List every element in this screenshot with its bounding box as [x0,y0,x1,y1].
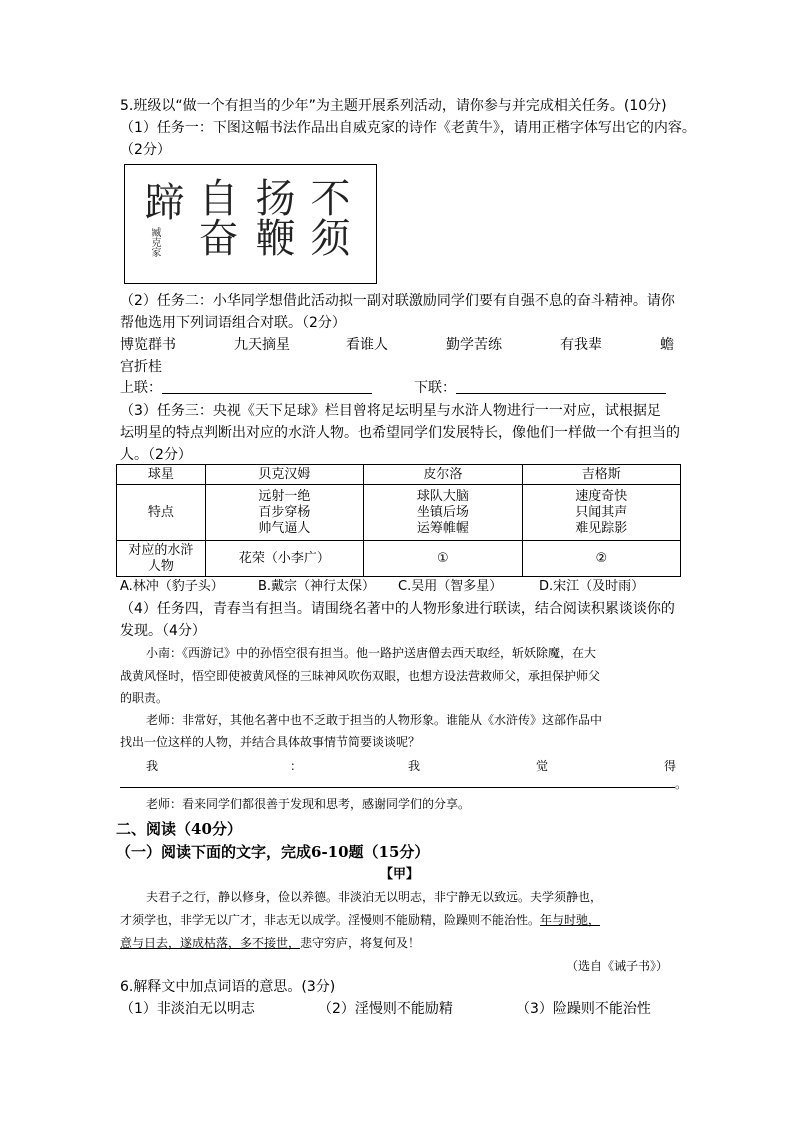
task1-line2: （2分） [120,142,171,158]
calligraphy-col1: 不须 [304,177,350,257]
trait: 只闻其声 [575,504,628,520]
table-header: 贝克汉姆 [205,465,363,485]
trait: 坐镇后场 [416,504,469,520]
table-cell [364,485,522,541]
passage-underlined: 意与日去，遂成枯落，多不接世， [120,936,301,950]
match-label-line: 人物 [147,558,174,574]
answer-line[interactable] [120,787,675,788]
word-option: 博览群书 [120,337,176,353]
answer-blank-2[interactable]: ② [522,541,680,577]
table-header: 皮尔洛 [364,465,522,485]
calligraphy-col2: 扬鞭 [249,177,295,257]
trait: 球队大脑 [416,488,469,504]
answer-prompt: 得 [664,759,677,773]
calligraphy-image [124,164,377,284]
upper-couplet-label: 上联： [120,380,162,396]
trait: 运筹帷幄 [416,520,469,536]
passage-line [120,912,600,928]
word-option: 有我辈 [560,337,602,353]
task1-line1: （1）任务一：下图这幅书法作品出自威克家的诗作《老黄牛》，请用正楷字体写出它的内容。 [120,120,696,136]
passage-underlined: 年与时驰， [540,913,601,927]
dialogue-teacher: 找出一位这样的人物，并结合具体故事情节简要谈谈呢？ [120,735,421,749]
word-option: 勤学苦练 [446,337,502,353]
task2-line1: （2）任务二：小华同学想借此活动拟一副对联激励同学们要有自强不息的奋斗精神。请你 [120,293,675,309]
subsection-title: （一）阅读下面的文字，完成6-10题（15分） [116,843,430,861]
calligraphy-seal: 臧克家 [149,227,160,257]
table-header: 球星 [117,465,206,485]
trait: 速度奇快 [575,488,628,504]
dialogue-xiaonan: 小南：《西游记》中的孙悟空很有担当。他一路护送唐僧去西天取经，斩妖除魔，在大 [146,646,597,660]
dialogue-teacher: 老师：看来同学们都很善于发现和思考，感谢同学们的分享。 [146,797,471,811]
lower-couplet-label: 下联： [414,380,456,396]
table-cell: 花荣（小李广） [205,541,363,577]
q6-item: （3）险躁则不能治性 [516,1001,651,1017]
table-header: 吉格斯 [522,465,680,485]
task4-line2: 发现。（4分） [120,623,206,639]
q5-stem: 5.班级以“做一个有担当的少年”为主题开展系列活动，请你参与并完成相关任务。(10分) [120,98,667,114]
word-option: 九天摘星 [234,337,290,353]
task4-line1: （4）任务四，青春当有担当。请围绕名著中的人物形象进行联读，结合阅读积累谈谈你的 [120,601,675,617]
answer-prompt: 我 [408,759,421,773]
trait: 百步穿杨 [258,504,311,520]
table-cell [205,485,363,541]
answer-period: 。 [675,777,688,791]
passage-text: 才须学也，非学无以广才，非志无以成学。淫慢则不能励精，险躁则不能治性。 [120,913,541,927]
trait: 帅气逼人 [258,520,311,536]
word-option-wrap: 宫折桂 [120,359,162,375]
dialogue-xiaonan: 战黄风怪时，悟空即使被黄风怪的三昧神风吹伤双眼，也想方设法营救师父，承担保护师父 [120,669,601,683]
answer-prompt: ： [290,759,303,773]
trait: 远射一绝 [258,488,311,504]
answer-prompt: 我 [146,759,159,773]
dialogue-teacher: 老师：非常好，其他名著中也不乏敢于担当的人物形象。谁能从《水浒传》这部作品中 [146,713,603,727]
passage-text: 悲守穷庐，将复何及！ [300,936,421,950]
word-option: 看谁人 [346,337,388,353]
task3-line1: （3）任务三：央视《天下足球》栏目曾将足坛明星与水浒人物进行一一对应，试根据足 [120,403,661,419]
section-title: 二、阅读（40分） [116,820,242,838]
task2-line2: 帮他选用下列词语组合对联。（2分） [120,315,346,331]
football-table [116,464,681,577]
word-option: 蟾 [660,337,674,353]
table-cell [522,485,680,541]
option-c: C.吴用（智多星） [398,579,503,594]
option-a: A.林冲（豹子头） [120,579,224,594]
table-row-label: 特点 [117,485,206,541]
lower-couplet-input[interactable] [456,393,666,394]
calligraphy-col3: 自奋 [192,177,238,257]
calligraphy-col4: 蹄 [138,181,184,221]
answer-prompt: 觉 [536,759,549,773]
task3-line3: 人。（2分） [120,447,192,463]
passage-line: 夫君子之行，静以修身，俭以养德。非淡泊无以明志，非宁静无以致远。夫学须静也， [146,890,603,904]
passage-source: （选自《诫子书》） [566,959,669,973]
upper-couplet-input[interactable] [162,393,372,394]
match-label-line: 对应的水浒 [128,542,194,558]
option-d: D.宋江（及时雨） [539,579,645,594]
passage-line [120,935,420,951]
table-row-label [117,541,206,577]
q6-item: （1）非淡泊无以明志 [120,1001,255,1017]
passage-label: 【甲】 [380,867,420,882]
dialogue-xiaonan: 的职责。 [120,691,169,705]
answer-blank-1[interactable]: ① [364,541,522,577]
option-b: B.戴宗（神行太保） [258,579,376,594]
q6-stem: 6.解释文中加点词语的意思。(3分) [120,979,336,995]
q6-item: （2）淫慢则不能励精 [318,1001,453,1017]
task3-line2: 坛明星的特点判断出对应的水浒人物。也希望同学们发展特长，像他们一样做一个有担当的 [120,425,680,441]
trait: 难见踪影 [575,520,628,536]
